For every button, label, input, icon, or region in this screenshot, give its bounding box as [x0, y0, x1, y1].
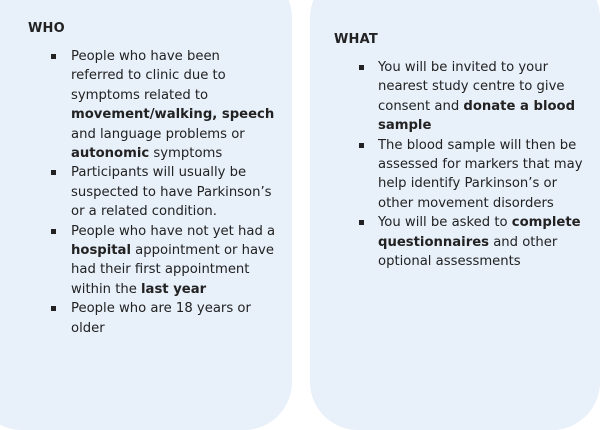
- bullet-icon: [51, 229, 56, 234]
- who-item-4-text-a: People who are 18 years or older: [71, 301, 251, 336]
- who-item-3-text-d: last year: [141, 281, 207, 297]
- bullet-icon: [51, 54, 56, 59]
- who-item-1-text-a: People who have been referred to clinic due to symptoms related to: [71, 49, 226, 103]
- bullet-icon: [359, 220, 364, 225]
- what-heading: WHAT: [334, 32, 378, 47]
- bullet-icon: [359, 65, 364, 70]
- bullet-icon: [51, 170, 56, 175]
- who-item-2: [71, 163, 276, 221]
- what-item-3-text-c: and other optional assessments: [378, 234, 558, 270]
- what-item-2-text-a: The blood sample will then be assessed for markers that may help identify Parkinson’s or other movement disorders: [378, 137, 583, 211]
- what-item-3-text-b: complete questionnaires: [378, 215, 581, 250]
- who-item-3-text-b: hospital: [71, 243, 131, 259]
- who-item-3: [71, 222, 276, 300]
- who-item-1-text-e: symptoms: [149, 146, 223, 162]
- who-item-1-text-c: and language problems or: [71, 126, 245, 142]
- who-item-4: [71, 299, 276, 338]
- who-item-3-text-c: appointment or have had their first appointment within the: [71, 243, 274, 297]
- who-item-1: [71, 47, 276, 163]
- what-item-1-text-a: You will be invited to your nearest study centre to give consent and: [378, 60, 565, 114]
- who-list: [71, 47, 276, 338]
- what-item-1: [378, 58, 583, 136]
- what-item-3: [378, 213, 583, 271]
- what-list: [378, 58, 583, 271]
- what-item-3-text-a: You will be asked to: [378, 215, 512, 231]
- who-item-1-text-d: autonomic: [71, 146, 150, 162]
- what-item-2: [378, 136, 583, 214]
- who-item-1-text-b: movement/walking, speech: [71, 107, 275, 123]
- who-item-2-text-a: Participants will usually be suspected to have Parkinson’s or a related condition.: [71, 165, 272, 220]
- what-item-1-text-b: donate a blood sample: [378, 98, 576, 134]
- bullet-icon: [51, 306, 56, 311]
- who-heading: WHO: [28, 21, 65, 36]
- bullet-icon: [359, 143, 364, 148]
- who-item-3-text-a: People who have not yet had a: [71, 223, 276, 239]
